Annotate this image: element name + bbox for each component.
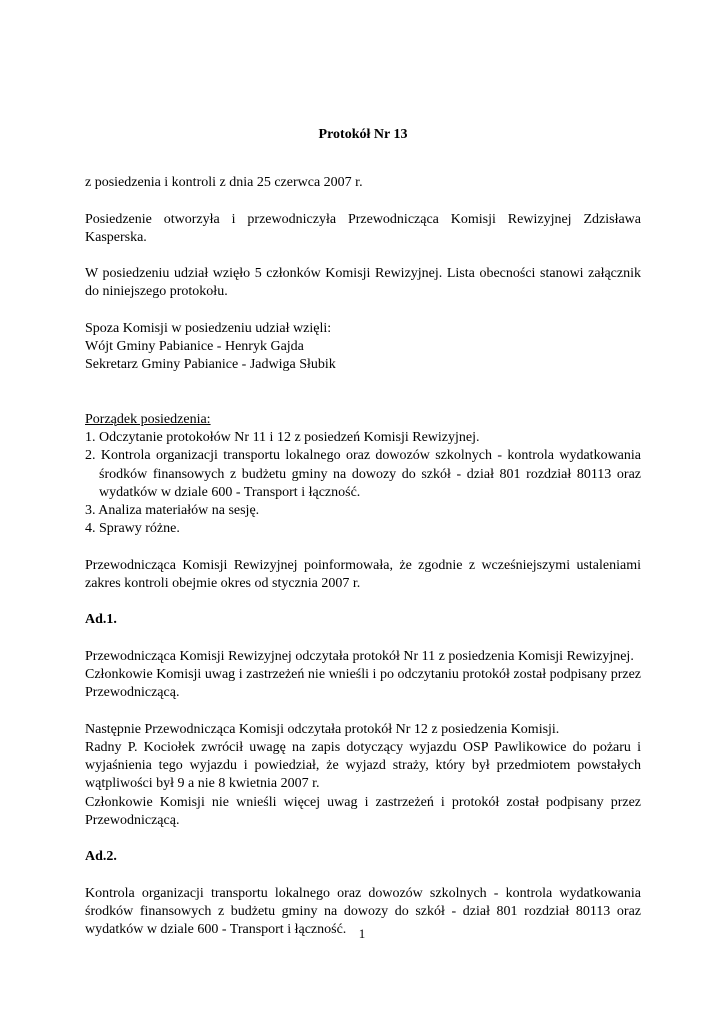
ad1-paragraph: Przewodnicząca Komisji Rewizyjnej odczytała protokół Nr 11 z posiedzenia Komisji Rewizyjnej. [85, 648, 634, 664]
intro-line: z posiedzenia i kontroli z dnia 25 czerwca 2007 r. [85, 175, 363, 191]
attendance-paragraph: W posiedzeniu udział wzięło 5 członków Komisji Rewizyjnej. Lista obecności stanowi załącznik do niniejszego protokołu. [85, 266, 641, 300]
ad1-paragraph: Członkowie Komisji uwag i zastrzeżeń nie wnieśli i po odczytaniu protokół został podpisany przez Przewodniczącą. [85, 666, 641, 701]
section-heading-ad1: Ad.1. [85, 612, 117, 628]
opened-paragraph: Posiedzenie otworzyła i przewodniczyła Przewodnicząca Komisji Rewizyjnej Zdzisława Kasperska. [85, 211, 641, 245]
agenda-item: 3. Analiza materiałów na sesję. [85, 503, 260, 519]
guests-block [85, 320, 641, 375]
ad1-paragraph: Członkowie Komisji nie wnieśli więcej uwag i zastrzeżeń i protokół został podpisany przez Przewodniczącą. [85, 794, 641, 829]
guests-line: Spoza Komisji w posiedzeniu udział wzięli: [85, 320, 332, 336]
document-body [85, 126, 641, 940]
ad1-paragraph: Radny P. Kociołek zwrócił uwagę na zapis dotyczący wyjazdu OSP Pawlikowice do pożaru i wyjaśnienia tego wyjazdu i powiedział, że wyjazd straży, który był przedmiotem powstałych wątpliwości był 9 a nie 8 kwietnia 2007 r. [85, 739, 641, 792]
page-number: 1 [358, 926, 366, 941]
agenda-heading: Porządek posiedzenia: [85, 411, 211, 427]
guests-line: Sekretarz Gminy Pabianice - Jadwiga Słubik [85, 357, 336, 373]
agenda-block [85, 411, 641, 539]
ad1-paragraph: Następnie Przewodnicząca Komisji odczytała protokół Nr 12 z posiedzenia Komisji. [85, 721, 560, 737]
agenda-item: 4. Sprawy różne. [85, 521, 180, 537]
document-title: Protokół Nr 13 [318, 127, 408, 142]
agenda-item: 1. Odczytanie protokołów Nr 11 i 12 z posiedzeń Komisji Rewizyjnej. [85, 429, 480, 445]
informed-paragraph: Przewodnicząca Komisji Rewizyjnej poinformowała, że zgodnie z wcześniejszymi ustaleniami zakres kontroli obejmie okres od stycznia 2007 r. [85, 557, 641, 592]
section-heading-ad2: Ad.2. [85, 849, 117, 865]
ad2-paragraph: Kontrola organizacji transportu lokalnego oraz dowozów szkolnych - kontrola wydatkowania środków finansowych z budżetu gminy na dowozy do szkół - dział 801 rozdział 80113 oraz wydatków w dziale 600 - Transport i łączność. [85, 885, 641, 938]
agenda-item: 2. Kontrola organizacji transportu lokalnego oraz dowozów szkolnych - kontrola wydatkowania środków finansowych z budżetu gminy na dowozy do szkół - dział 801 rozdział 80113 oraz wydatków w dziale 600 - Transport i łączność. [85, 448, 641, 500]
guests-line: Wójt Gminy Pabianice - Henryk Gajda [85, 339, 304, 355]
